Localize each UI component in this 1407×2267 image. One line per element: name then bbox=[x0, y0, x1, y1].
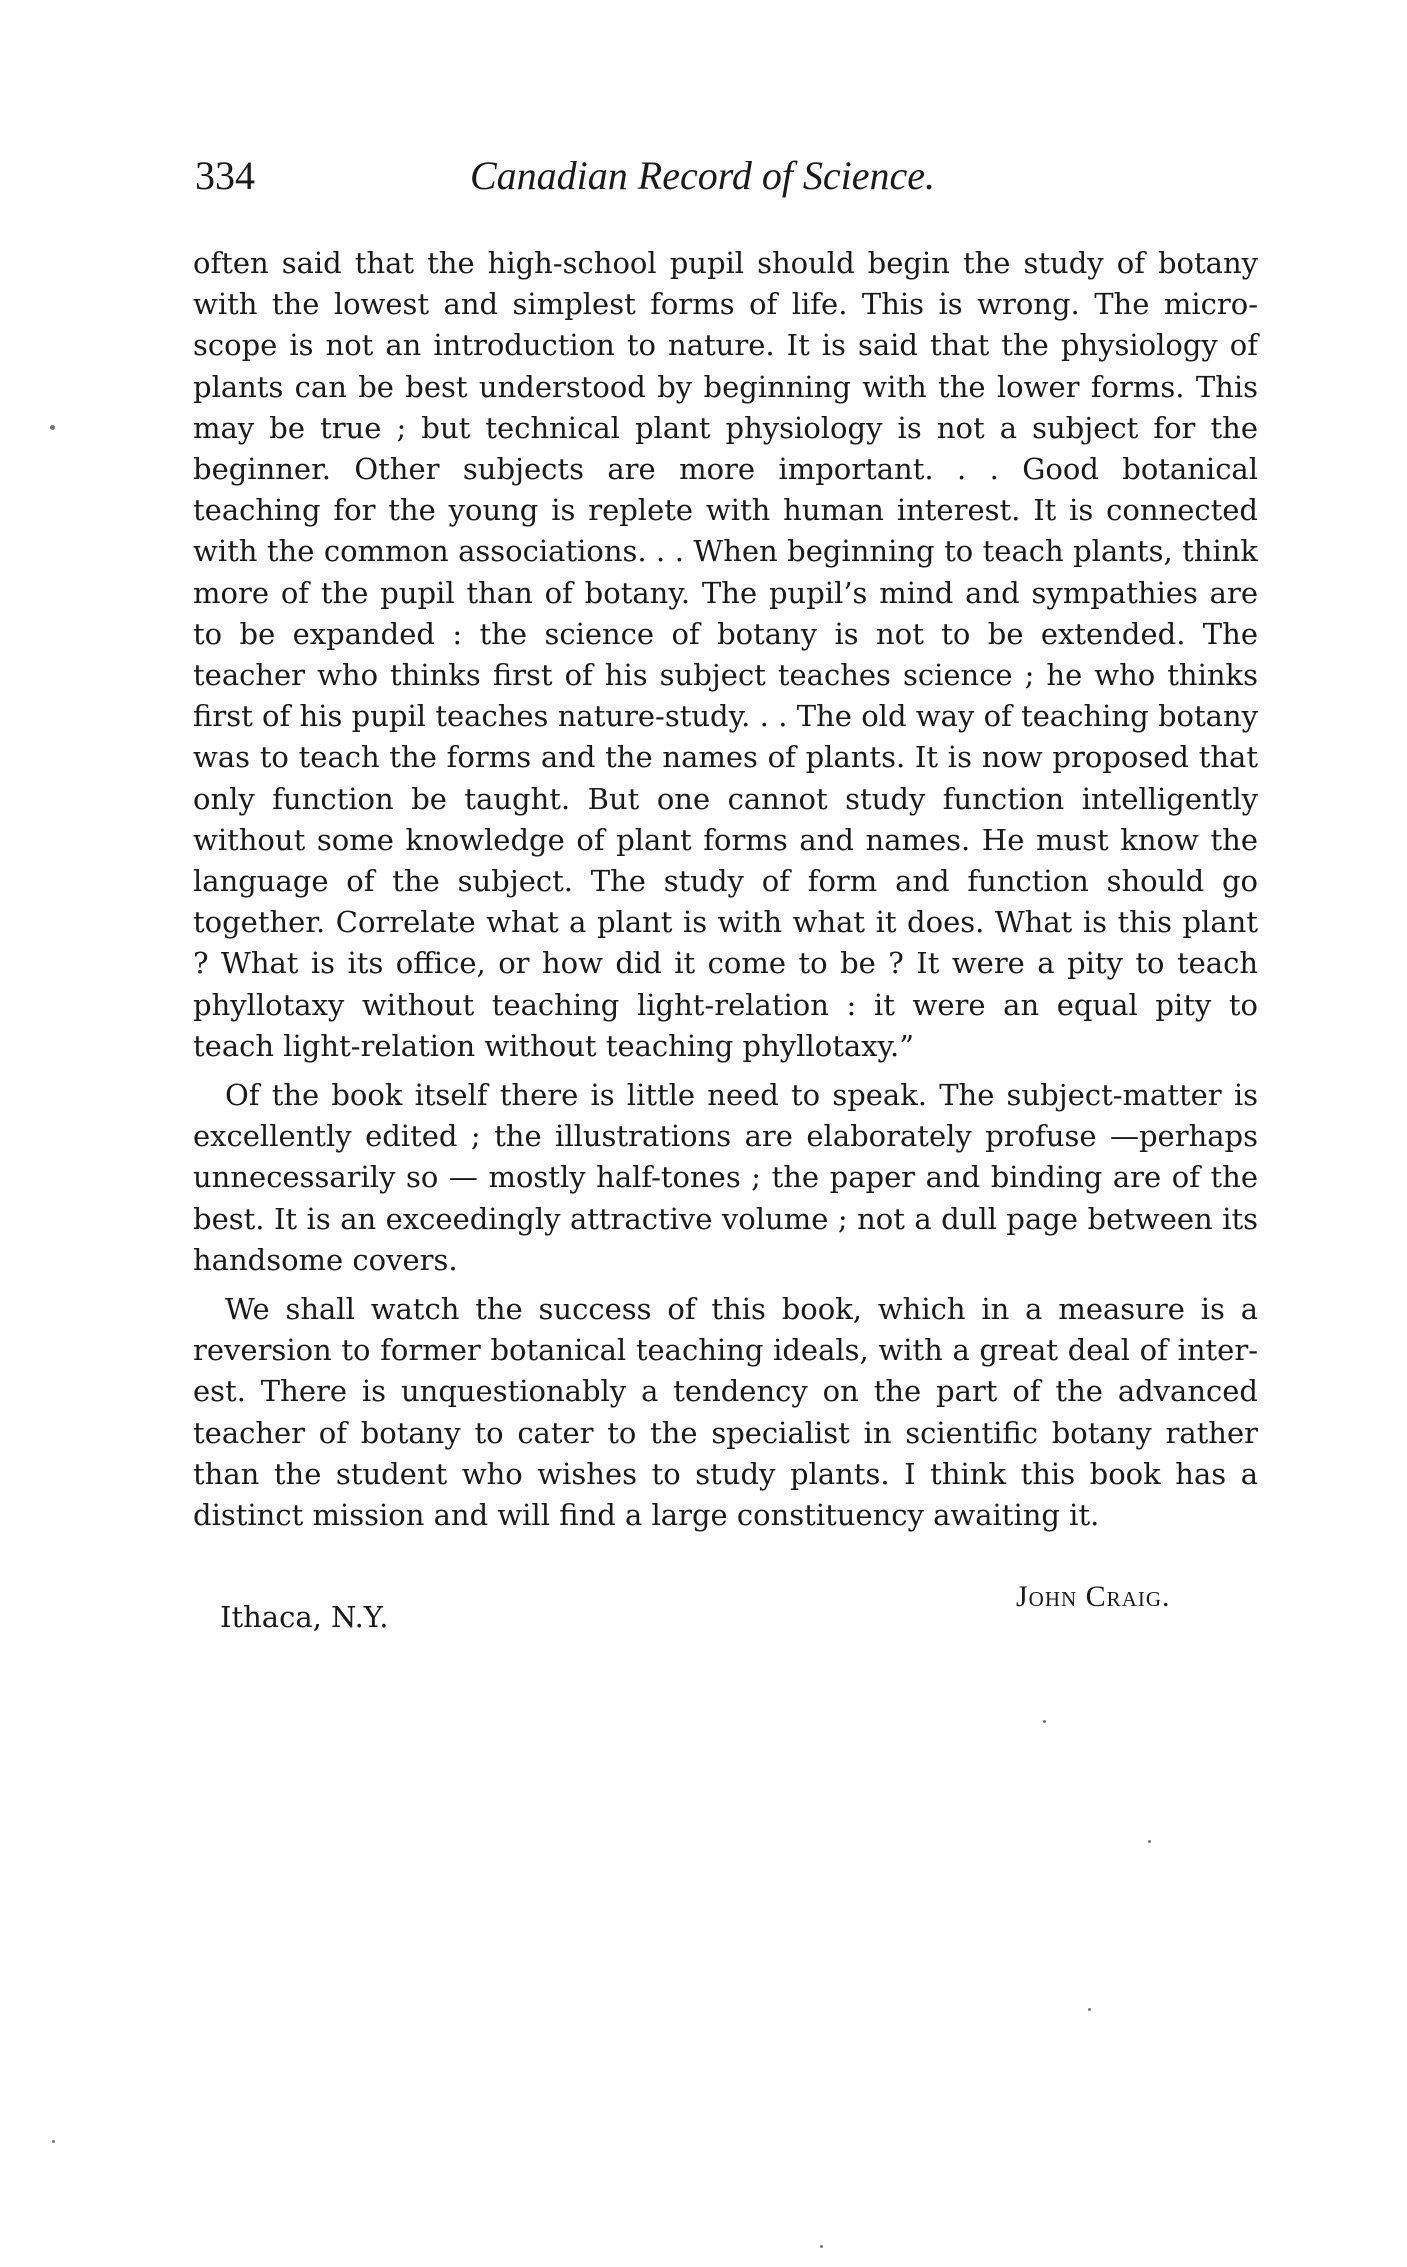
paragraph-quotation: often said that the high-school pupil should begin the study of botany with the lowest and simplest forms of life. This is wrong. The microscope is not an introduction to nature. It is said that the physiology of plants can be best understood by beginning with the lower forms. This may be true ; but technical plant physiology is not a subject for the beginner. Other subjects are more important. . . Good botanical teaching for the young is replete with human interest. It is connected with the common associations. . . When beginning to teach plants, think more of the pupil than of botany. The pupil’s mind and sympathies are to be expanded : the science of botany is not to be extended. The teacher who thinks first of his subject teaches science ; he who thinks first of his pupil teaches nature-study. . . The old way of teaching botany was to teach the forms and the names of plants. It is now proposed that only function be taught. But one cannot study function intelligently without some knowledge of plant forms and names. He must know the language of the subject. The study of form and function should go together. Correlate what a plant is with what it does. What is this plant ? What is its office, or how did it come to be ? It were a pity to teach phyllotaxy without teaching light-relation : it were an equal pity to teach light-relation without teaching phyllotaxy.” bbox=[193, 246, 1258, 1063]
scan-speck bbox=[50, 425, 55, 430]
scan-speck bbox=[1148, 1840, 1151, 1843]
article-body bbox=[193, 243, 1258, 1536]
author-location: Ithaca, N.Y. bbox=[220, 1600, 389, 1634]
author-signature: John Craig. bbox=[1016, 1580, 1171, 1613]
scan-speck bbox=[52, 2140, 55, 2143]
page-number: 334 bbox=[195, 153, 255, 198]
paragraph-conclusion: We shall watch the success of this book, which in a measure is a reversion to former botanical teaching ideals, with a great deal of interest. There is unquestionably a tendency on the part of the advanced teacher of botany to cater to the specialist in scientific botany rather than the student who wishes to study plants. I think this book has a distinct mission and will find a large constituency awaiting it. bbox=[193, 1292, 1258, 1533]
scan-speck bbox=[1088, 2008, 1091, 2011]
scan-speck bbox=[1043, 1720, 1046, 1723]
paragraph-book-review: Of the book itself there is little need to speak. The subject-matter is excellently edited ; the illustrations are elaborately profuse —perhaps unnecessarily so — mostly half-tones ; the paper and binding are of the best. It is an exceedingly attractive volume ; not a dull page between its handsome covers. bbox=[193, 1078, 1258, 1277]
running-head bbox=[195, 152, 1255, 202]
journal-title: Canadian Record of Science. bbox=[470, 153, 936, 198]
scan-speck bbox=[820, 2245, 823, 2248]
